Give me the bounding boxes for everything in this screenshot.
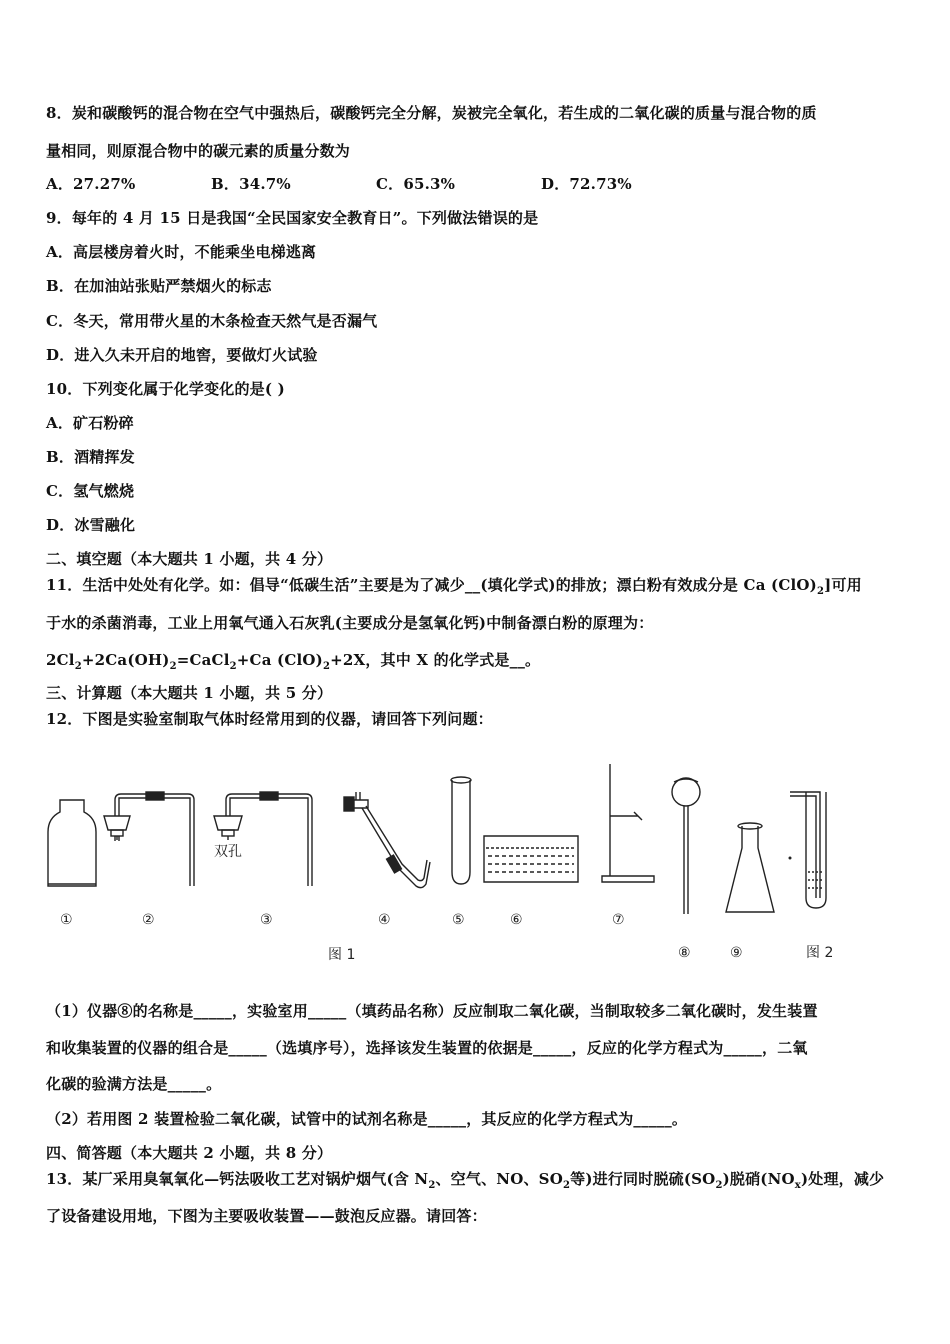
q8-option-a: A．27.27% [46, 175, 136, 193]
q11-line2: 于水的杀菌消毒，工业上用氧气通入石灰乳(主要成分是氢氧化钙)中制备漂白粉的原理为： [46, 614, 654, 632]
label-8: ⑧ [678, 945, 691, 961]
section-heading-fill-blank: 二、填空题（本大题共 1 小题，共 4 分） [46, 550, 333, 568]
q9-option-c: C．冬天，常用带火星的木条检查天然气是否漏气 [46, 312, 378, 330]
q9-option-d: D．进入久未开启的地窖，要做灯火试验 [46, 346, 318, 364]
section-heading-calculation: 三、计算题（本大题共 1 小题，共 5 分） [46, 684, 333, 702]
q12-part1-line3: 化碳的验满方法是_____。 [46, 1075, 222, 1093]
q10-stem: 10．下列变化属于化学变化的是( ) [46, 380, 285, 398]
q10-option-b: B．酒精挥发 [46, 448, 135, 466]
bent-delivery-tube-2 [226, 794, 312, 886]
q8-stem-line2: 量相同，则原混合物中的碳元素的质量分数为 [46, 142, 351, 160]
q11-equation: $2Cl_2+2Ca(OH)_2=CaCl_2+Ca$ $(ClO)_2+2X$，其中 X 的化学式是__。 [46, 651, 541, 672]
q12-stem: 12．下图是实验室制取气体时经常用到的仪器，请回答下列问题： [46, 710, 493, 728]
q8-option-d: D．72.73% [541, 175, 632, 193]
water-trough [484, 836, 578, 882]
q10-option-a: A．矿石粉碎 [46, 414, 134, 432]
label-3: ③ [260, 912, 273, 928]
label-2: ② [142, 912, 155, 928]
q10-option-d: D．冰雪融化 [46, 516, 136, 534]
label-6: ⑥ [510, 912, 523, 928]
iron-stand [602, 764, 654, 882]
q8-stem-line1: 8．炭和碳酸钙的混合物在空气中强热后，碳酸钙完全分解，炭被完全氧化，若生成的二氧化碳的质量与混合物的质 [46, 104, 817, 122]
q13-line2: 了设备建设用地，下图为主要吸收装置——鼓泡反应器。请回答： [46, 1207, 487, 1225]
test-tube [452, 780, 470, 884]
q12-part1-line1: （1）仪器⑧的名称是_____，实验室用_____（填药品名称）反应制取二氧化碳，当制取较多二氧化碳时，发生装置 [46, 1002, 818, 1020]
double-hole-label: 双孔 [214, 844, 242, 860]
q9-stem: 9．每年的 4 月 15 日是我国“全民国家安全教育日”。下列做法错误的是 [46, 209, 539, 227]
label-4: ④ [378, 912, 391, 928]
q12-part1-line2: 和收集装置的仪器的组合是_____（选填序号），选择该发生装置的依据是_____，反应的化学方程式为_____，二氧 [46, 1039, 808, 1057]
q8-options [46, 173, 706, 194]
bent-delivery-tube [115, 794, 194, 886]
q8-option-c: C．65.3% [376, 175, 456, 193]
q8-option-b: B．34.7% [211, 175, 291, 193]
q10-option-c: C．氢气燃烧 [46, 482, 135, 500]
q12-part2: （2）若用图 2 装置检验二氧化碳，试管中的试剂名称是_____，其反应的化学方程式为_____。 [46, 1110, 688, 1128]
q13-line1: 13．某厂采用臭氧氧化—钙法吸收工艺对锅炉烟气(含 $N_2$、空气、NO、$SO_2$等)进行同时脱硫$(SO_2)$脱硝$(NO_x)$处理，减少 [46, 1170, 885, 1191]
label-7: ⑦ [612, 912, 625, 928]
label-9: ⑨ [730, 945, 743, 961]
q9-option-a: A．高层楼房着火时，不能乘坐电梯逃离 [46, 243, 317, 261]
q11-line1: 11．生活中处处有化学。如：倡导“低碳生活”主要是为了减少__(填化学式)的排放；漂白粉有效成分是 Ca $(ClO)_2$]可用 [46, 576, 862, 597]
figure-2-caption: 图 2 [806, 945, 834, 961]
wide-mouth-bottle [48, 800, 96, 886]
section-heading-short-answer: 四、简答题（本大题共 2 小题，共 8 分） [46, 1144, 333, 1162]
label-5: ⑤ [452, 912, 465, 928]
long-neck-funnel [672, 778, 700, 806]
double-hole-stopper [214, 816, 242, 830]
single-hole-stopper [104, 816, 130, 830]
q9-option-b: B．在加油站张贴严禁烟火的标志 [46, 277, 272, 295]
label-1: ① [60, 912, 73, 928]
conical-flask [726, 826, 774, 912]
apparatus-figure [38, 752, 858, 972]
figure-1-caption: 图 1 [328, 947, 356, 963]
